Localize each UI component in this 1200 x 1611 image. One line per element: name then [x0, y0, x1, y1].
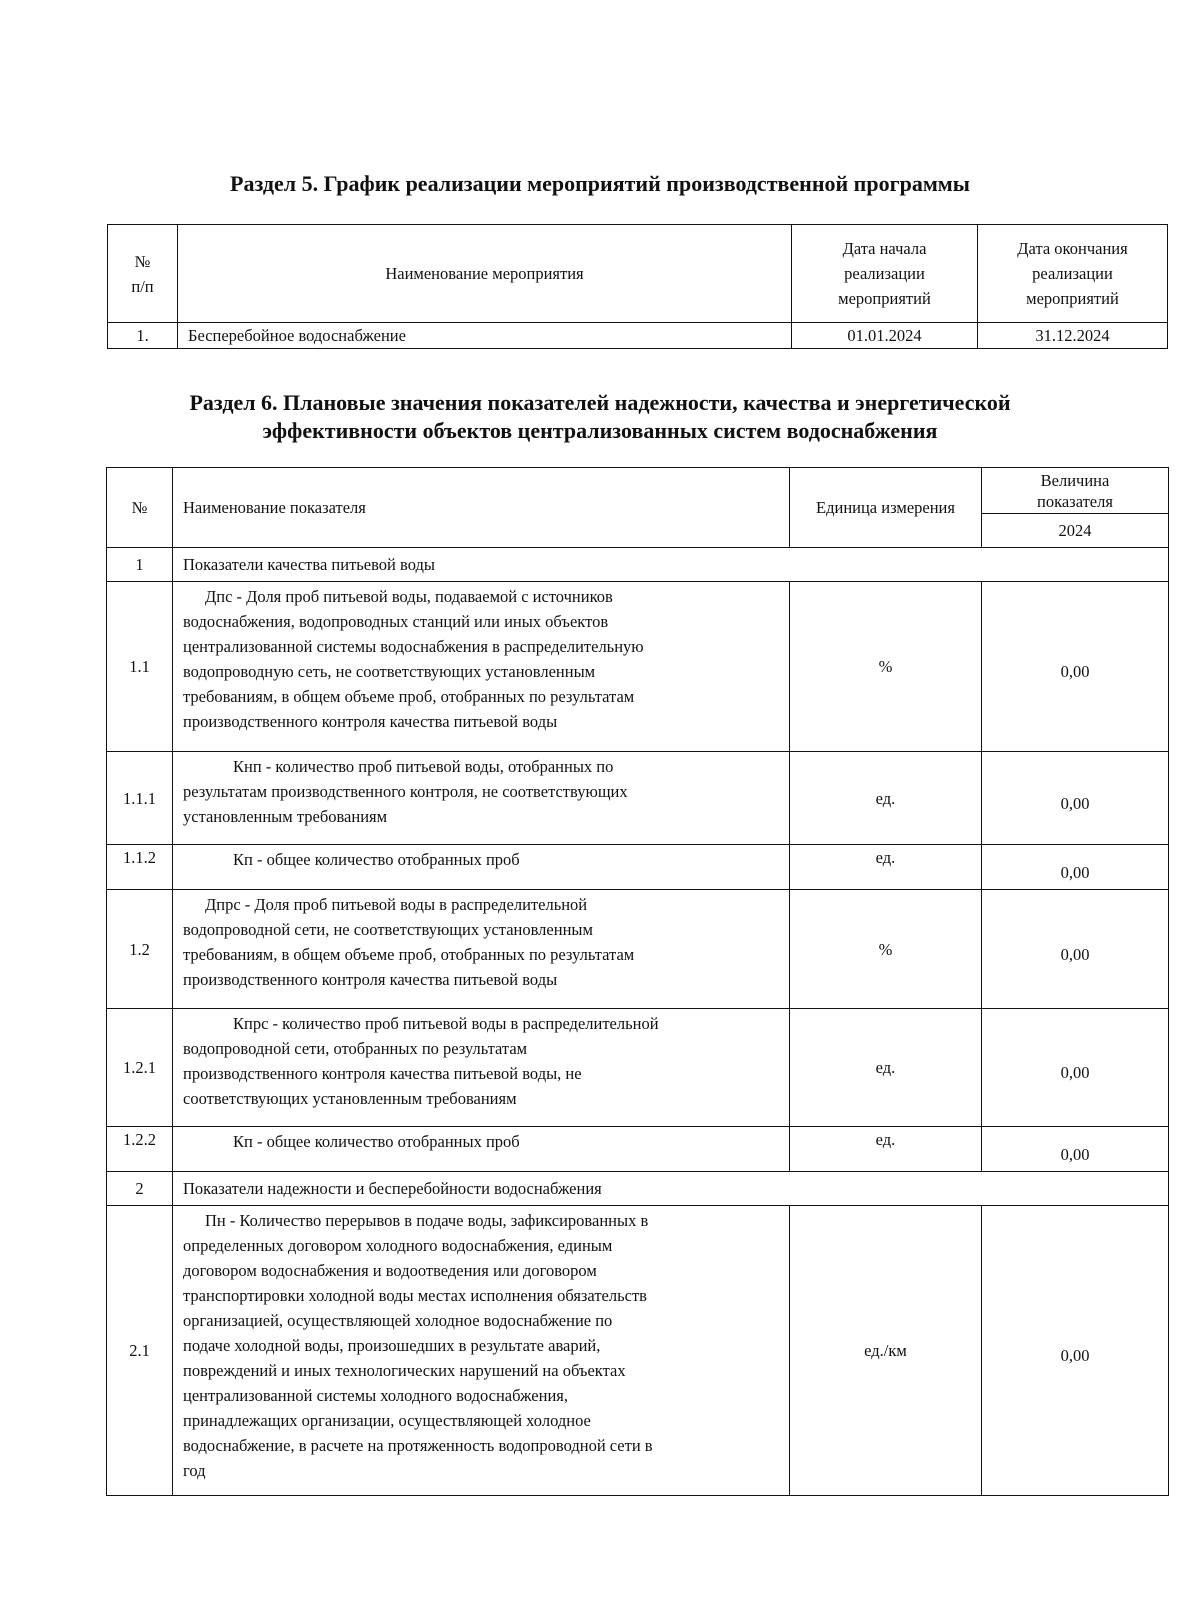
row-text-line: Пн - Количество перерывов в подаче воды, зафиксированных в	[205, 1211, 649, 1230]
table-header-row	[107, 468, 1169, 514]
group-num: 1	[107, 548, 173, 582]
row-text-line: результатам производственного контроля, не соответствующих	[183, 782, 628, 801]
table-row	[107, 1009, 1169, 1127]
row-text-line: водоснабжение, в расчете на протяженность водопроводной сети в	[183, 1436, 653, 1455]
row-text-line: договором водоснабжения и водоотведения или договором	[183, 1261, 597, 1280]
section-6-table	[106, 467, 1169, 1496]
row-unit: %	[790, 890, 982, 1009]
header-indicator-name: Наименование показателя	[173, 468, 790, 548]
row-text-line: год	[183, 1461, 206, 1480]
section-6-title-line2: эффективности объектов централизованных систем водоснабжения	[262, 418, 938, 443]
row-value: 0,00	[982, 890, 1169, 1009]
row-text-line: водопроводной сети, не соответствующих установленным	[183, 920, 593, 939]
header-num: №	[107, 468, 173, 548]
row-text-line: Кнп - количество проб питьевой воды, отобранных по	[233, 757, 614, 776]
table-row	[108, 323, 1168, 349]
table-group-row	[107, 1172, 1169, 1206]
row-text-line: определенных договором холодного водоснабжения, единым	[183, 1236, 613, 1255]
group-num: 2	[107, 1172, 173, 1206]
row-indicator-name	[173, 582, 790, 752]
row-indicator-name	[173, 1009, 790, 1127]
row-indicator-name	[173, 845, 790, 890]
header-num: № п/п	[108, 225, 178, 323]
table-row	[107, 752, 1169, 845]
section-5-table	[107, 224, 1168, 349]
row-text-line: Кпрс - количество проб питьевой воды в распределительной	[233, 1014, 659, 1033]
row-value: 0,00	[982, 1206, 1169, 1496]
table-header-row	[108, 225, 1168, 323]
row-indicator-name	[173, 890, 790, 1009]
header-year: 2024	[982, 514, 1169, 548]
row-text-line: производственного контроля качества питьевой воды	[183, 970, 558, 989]
row-unit: ед.	[790, 845, 982, 890]
row-num: 1.2.1	[107, 1009, 173, 1127]
row-text-line: производственного контроля качества питьевой воды	[183, 712, 558, 731]
row-value: 0,00	[982, 1009, 1169, 1127]
row-text-line: Кп - общее количество отобранных проб	[233, 1132, 520, 1151]
row-num: 1.1.1	[107, 752, 173, 845]
row-value: 0,00	[982, 1127, 1169, 1172]
table-group-row	[107, 548, 1169, 582]
row-unit: ед.	[790, 1127, 982, 1172]
row-unit: ед.	[790, 752, 982, 845]
row-text-line: Дпс - Доля проб питьевой воды, подаваемой с источников	[205, 587, 613, 606]
row-num: 1.2	[107, 890, 173, 1009]
row-indicator-name	[173, 1127, 790, 1172]
row-text-line: Кп - общее количество отобранных проб	[233, 850, 520, 869]
group-name: Показатели надежности и бесперебойности водоснабжения	[173, 1172, 1169, 1206]
table-row	[107, 1127, 1169, 1172]
section-6-title-line1: Раздел 6. Плановые значения показателей надежности, качества и энергетической	[189, 390, 1011, 415]
row-text-line: повреждений и иных технологических нарушений на объектах	[183, 1361, 626, 1380]
row-num: 1.2.2	[107, 1127, 173, 1172]
row-value: 0,00	[982, 582, 1169, 752]
row-event-name: Бесперебойное водоснабжение	[178, 323, 792, 349]
header-start-date: Дата начала реализации мероприятий	[792, 225, 978, 323]
row-text-line: транспортировки холодной воды местах исполнения обязательств	[183, 1286, 647, 1305]
row-indicator-name	[173, 1206, 790, 1496]
row-text-line: водопроводной сети, отобранных по результатам	[183, 1039, 528, 1058]
header-end-date: Дата окончания реализации мероприятий	[978, 225, 1168, 323]
row-text-line: принадлежащих организации, осуществляющей холодное	[183, 1411, 591, 1430]
row-unit: ед./км	[790, 1206, 982, 1496]
row-num: 1.1.2	[107, 845, 173, 890]
row-num: 1.1	[107, 582, 173, 752]
row-text-line: централизованной системы водоснабжения в распределительную	[183, 637, 644, 656]
row-value: 0,00	[982, 845, 1169, 890]
row-text-line: требованиям, в общем объеме проб, отобранных по результатам	[183, 945, 635, 964]
table-row	[107, 1206, 1169, 1496]
row-value: 0,00	[982, 752, 1169, 845]
table-row	[107, 582, 1169, 752]
row-text-line: требованиям, в общем объеме проб, отобранных по результатам	[183, 687, 635, 706]
row-text-line: организацией, осуществляющей холодное водоснабжение по	[183, 1311, 613, 1330]
header-unit: Единица измерения	[790, 468, 982, 548]
row-text-line: производственного контроля качества питьевой воды, не	[183, 1064, 582, 1083]
table-row	[107, 845, 1169, 890]
table-row	[107, 890, 1169, 1009]
row-text-line: Дпрс - Доля проб питьевой воды в распределительной	[205, 895, 588, 914]
row-text-line: водопроводную сеть, не соответствующих установленным	[183, 662, 596, 681]
row-indicator-name	[173, 752, 790, 845]
group-name: Показатели качества питьевой воды	[173, 548, 1169, 582]
section-5-title: Раздел 5. График реализации мероприятий производственной программы	[230, 171, 970, 196]
row-text-line: подаче холодной воды, произошедших в результате аварий,	[183, 1336, 601, 1355]
header-event-name: Наименование мероприятия	[178, 225, 792, 323]
row-unit: ед.	[790, 1009, 982, 1127]
row-num: 1.	[108, 323, 178, 349]
row-text-line: соответствующих установленным требованиям	[183, 1089, 517, 1108]
row-start-date: 01.01.2024	[792, 323, 978, 349]
row-num: 2.1	[107, 1206, 173, 1496]
row-text-line: установленным требованиям	[183, 807, 388, 826]
row-text-line: централизованной системы холодного водоснабжения,	[183, 1386, 568, 1405]
row-unit: %	[790, 582, 982, 752]
row-end-date: 31.12.2024	[978, 323, 1168, 349]
row-text-line: водоснабжения, водопроводных станций или иных объектов	[183, 612, 609, 631]
section-6-title	[0, 389, 1200, 445]
header-value: Величина показателя	[982, 468, 1169, 514]
